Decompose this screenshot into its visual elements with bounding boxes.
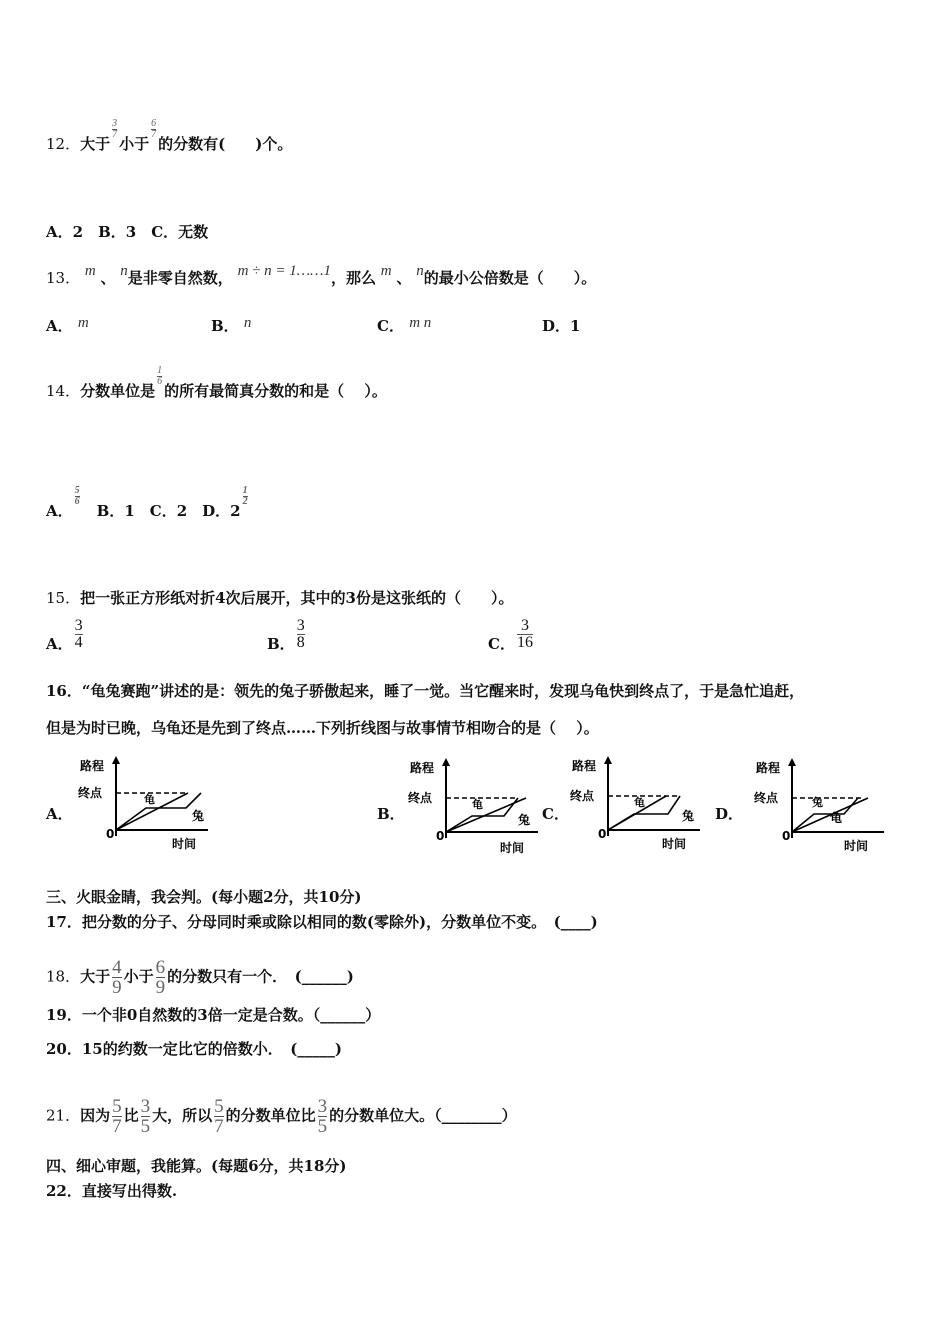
y-axis-label: 路程 — [756, 761, 781, 775]
rabbit-label: 兔 — [518, 813, 531, 827]
x-axis-label: 时间 — [172, 837, 197, 851]
q19-line: 19．一个非0自然数的3倍一定是合数。（______） — [46, 1006, 381, 1024]
q16-option-a: A． — [46, 805, 73, 823]
x-axis-label: 时间 — [662, 837, 687, 851]
graph-b — [406, 758, 546, 854]
origin-label: 0 — [598, 827, 607, 841]
turtle-label: 龟 — [144, 793, 155, 806]
fraction-3-5: $\frac{3}{5}$ — [317, 1096, 328, 1137]
fraction-5-7: $\frac{5}{7}$ — [214, 1096, 224, 1137]
y-axis-label: 路程 — [572, 759, 597, 773]
q16-option-d: D． — [715, 805, 744, 823]
fraction-3-7: $\frac{3}{7}$ — [112, 117, 118, 140]
fraction-1-6: $\frac{1}{6}$ — [157, 364, 163, 387]
q16-option-c: C． — [542, 805, 569, 823]
q13-option-a: A． m — [46, 315, 89, 335]
origin-label: 0 — [106, 827, 115, 841]
origin-label: 0 — [782, 829, 791, 843]
rabbit-label: 兔 — [812, 796, 823, 809]
section-4-title: 四、细心审题，我能算。(每题6分，共18分) — [46, 1157, 347, 1175]
q13-option-c: C． m n — [377, 315, 432, 335]
q18-line: 18．大于 $\frac{4}{9}$ 小于 $\frac{6}{9}$ 的分数只有一个． (______) — [46, 957, 354, 998]
q16-option-b: B． — [377, 805, 405, 823]
q20-line: 20．15的约数一定比它的倍数小． (_____) — [46, 1040, 342, 1058]
fraction-5-7: $\frac{5}{7}$ — [112, 1096, 122, 1137]
finish-label: 终点 — [570, 789, 595, 803]
fraction-3-5: $\frac{3}{5}$ — [140, 1096, 151, 1137]
graph-c — [568, 756, 708, 852]
q14-options: A． $\frac{5}{6}$ B．1 C．2 D．2 $\frac{1}{2}$ — [46, 484, 248, 520]
q15-option-c: C． $\frac{3}{16}$ — [488, 617, 533, 653]
y-axis-label: 路程 — [410, 761, 435, 775]
q16-line-1: 16．“龟兔赛跑”讲述的是：领先的兔子骄傲起来，睡了一觉。当它醒来时，发现乌龟快到终点了，于是急忙追赶， — [46, 682, 805, 700]
fraction-4-9: $\frac{4}{9}$ — [112, 957, 122, 998]
q12-line: 12．大于 $\frac{3}{7}$ 小于 $\frac{6}{7}$ 的分数有( )个。 — [46, 117, 293, 153]
q12-options: A．2 B．3 C．无数 — [46, 223, 209, 241]
q15-option-a: A． $\frac{3}{4}$ — [46, 617, 83, 653]
q14-line: 14．分数单位是 $\frac{1}{6}$ 的所有最简真分数的和是（ ）。 — [46, 364, 387, 400]
y-axis-label: 路程 — [80, 759, 105, 773]
origin-label: 0 — [436, 829, 445, 843]
turtle-label: 龟 — [634, 796, 645, 809]
finish-label: 终点 — [408, 791, 433, 805]
section-3-title: 三、火眼金睛，我会判。(每小题2分，共10分) — [46, 888, 362, 906]
q15-option-b: B． $\frac{3}{8}$ — [267, 617, 305, 653]
q13-line: 13． m 、 n是非零自然数， m ÷ n = 1……1，那么 m 、 n的最小公倍数是（ ）。 — [46, 263, 597, 287]
q17-line: 17．把分数的分子、分母同时乘或除以相同的数(零除外)，分数单位不变。 (____) — [46, 913, 598, 931]
x-axis-label: 时间 — [500, 841, 525, 854]
math-expression: m ÷ n = 1……1 — [237, 263, 331, 279]
graph-a — [76, 756, 216, 852]
q13-option-b: B． n — [211, 315, 252, 335]
q13-option-d: D．1 — [542, 317, 581, 335]
q15-line: 15．把一张正方形纸对折4次后展开，其中的3份是这张纸的（ ）。 — [46, 589, 514, 607]
fraction-6-7: $\frac{6}{7}$ — [151, 117, 157, 140]
fraction-1-2: $\frac{1}{2}$ — [242, 484, 248, 507]
fraction-5-6: $\frac{5}{6}$ — [74, 484, 80, 507]
fraction-6-9: $\frac{6}{9}$ — [155, 957, 166, 998]
q22-line: 22．直接写出得数. — [46, 1182, 178, 1200]
q16-line-2: 但是为时已晚，乌龟还是先到了终点……下列折线图与故事情节相吻合的是（ ）。 — [46, 719, 599, 737]
turtle-label: 龟 — [472, 798, 483, 811]
graph-d — [752, 758, 892, 854]
x-axis-label: 时间 — [844, 839, 869, 853]
rabbit-label: 兔 — [192, 809, 205, 823]
rabbit-label: 兔 — [682, 809, 695, 823]
turtle-label: 龟 — [830, 811, 843, 825]
finish-label: 终点 — [754, 791, 779, 805]
q21-line: 21．因为 $\frac{5}{7}$ 比 $\frac{3}{5}$ 大，所以 $\frac{5}{7}$ 的分数单位比 $\frac{3}{5}$ 的分数单位大。（________） — [46, 1096, 517, 1137]
finish-label: 终点 — [78, 786, 103, 800]
question-number: 12． — [46, 135, 81, 153]
